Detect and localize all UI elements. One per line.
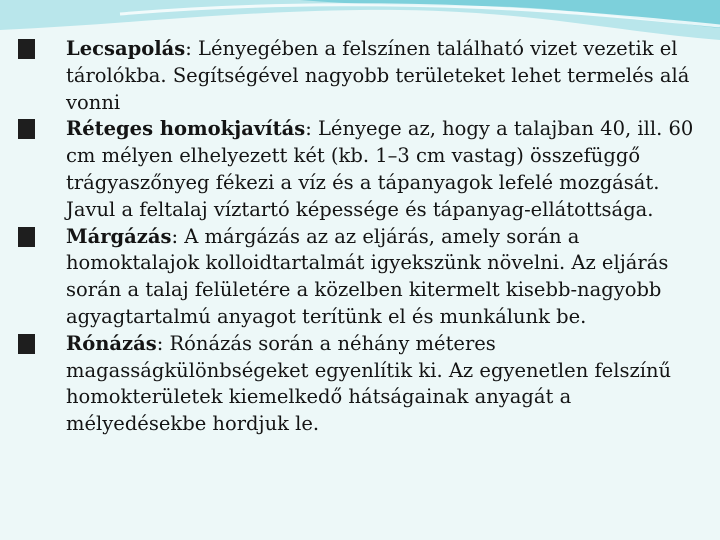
item-text: : Lényege az, hogy a talajban 40, ill. 60 cm mélyen elhelyezett két (kb. 1–3 cm vastag) összefüggő trágyaszőnyeg fékezi a víz és a tápanyagok lefelé mozgását. Javul a feltalaj víztartó képessége és tápanyag-ellátottsága.	[66, 117, 694, 221]
bullet-item	[18, 331, 694, 438]
bullet-item	[18, 36, 694, 116]
bullet-item	[18, 116, 694, 223]
bullet-item	[18, 224, 694, 331]
missing-glyph-box-icon	[18, 334, 35, 354]
item-term: Lecsapolás	[66, 37, 186, 60]
item-term: Réteges homokjavítás	[66, 117, 306, 141]
slide-content	[18, 36, 694, 438]
missing-glyph-box-icon	[18, 39, 35, 59]
missing-glyph-box-icon	[18, 119, 35, 139]
item-term: Márgázás	[66, 224, 172, 248]
item-text: : Rónázás során a néhány méteres magasságkülönbségeket egyenlítik ki. Az egyenetlen felszínű homokterületek kiemelkedő hátságainak anyagát a mélyedésekbe hordjuk le.	[66, 331, 672, 436]
item-text: : Lényegében a felszínen található vizet vezetik el tárolókba. Segítségével nagyobb területeket lehet termelés alá vonni	[66, 37, 690, 114]
missing-glyph-box-icon	[18, 227, 35, 247]
item-text: : A márgázás az az eljárás, amely során a homoktalajok kolloidtartalmát igyekszünk növelni. Az eljárás során a talaj felületére a közelben kitermelt kisebb-nagyobb agyagtartalmú anyagot terítünk el és munkálunk be.	[66, 224, 669, 328]
item-term: Rónázás	[66, 331, 157, 355]
